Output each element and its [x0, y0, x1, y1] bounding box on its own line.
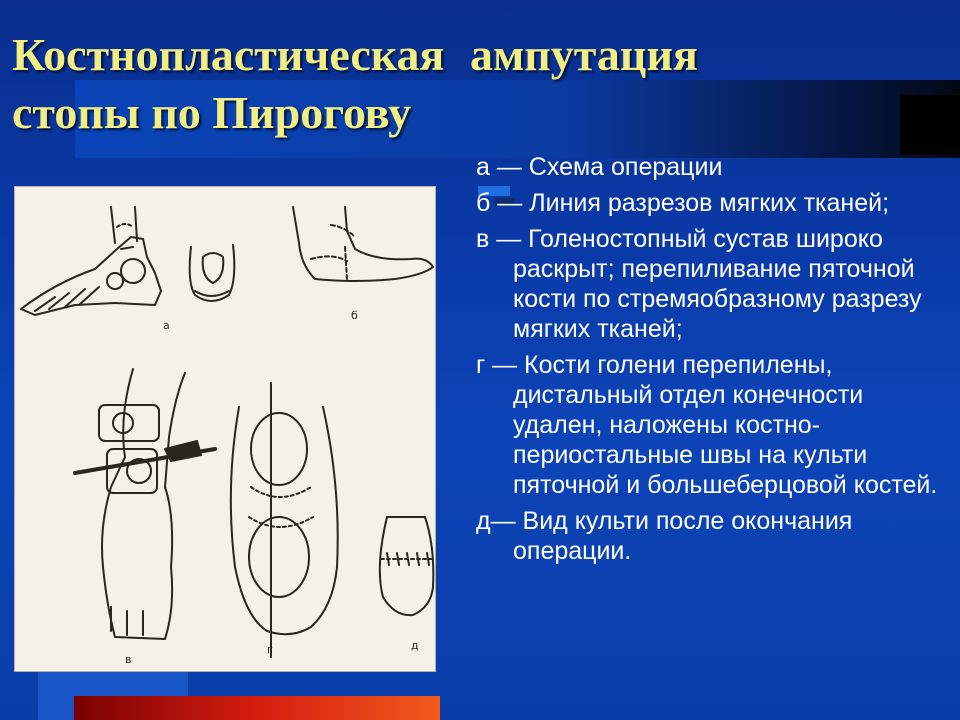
title-line-1: Костнопластическая ампутация — [12, 29, 698, 80]
panel-label-b: б — [351, 309, 358, 322]
title-line-2: стопы по Пирогову — [12, 87, 412, 138]
ankle-section-drawing — [190, 245, 235, 301]
panel-label-v: в — [125, 653, 132, 666]
panel-label-a: а — [163, 319, 170, 332]
caption-item-v: в — Голеностопный сустав широко раскрыт; перепиливание пяточной кости по стремяобразному разрезу мягких тканей; — [476, 225, 922, 343]
surgery-illustration — [14, 186, 436, 672]
slide-title — [12, 26, 698, 142]
caption-item-b: б — Линия разрезов мягких тканей; — [476, 189, 890, 217]
panel-label-g: г — [267, 643, 273, 656]
caption-item-g: г — Кости голени перепилены, дистальный отдел конечности удален, наложены костно-периостальные швы на культи пяточной и большеберцовой костей. — [476, 351, 938, 499]
foot-skeleton-drawing — [21, 207, 161, 315]
surgery-drawing — [15, 187, 435, 671]
final-stump-drawing — [380, 517, 435, 615]
bone-suture-drawing — [231, 383, 338, 657]
opened-ankle-drawing — [75, 369, 215, 639]
decorative-red-bar — [74, 696, 440, 720]
caption-list — [476, 152, 946, 572]
panel-label-d: д — [411, 639, 419, 652]
decorative-dark-square — [900, 95, 960, 155]
foot-incision-drawing — [293, 207, 433, 281]
caption-item-d: д— Вид культи после окончания операции. — [476, 507, 853, 565]
caption-item-a: а — Схема операции — [476, 153, 723, 181]
